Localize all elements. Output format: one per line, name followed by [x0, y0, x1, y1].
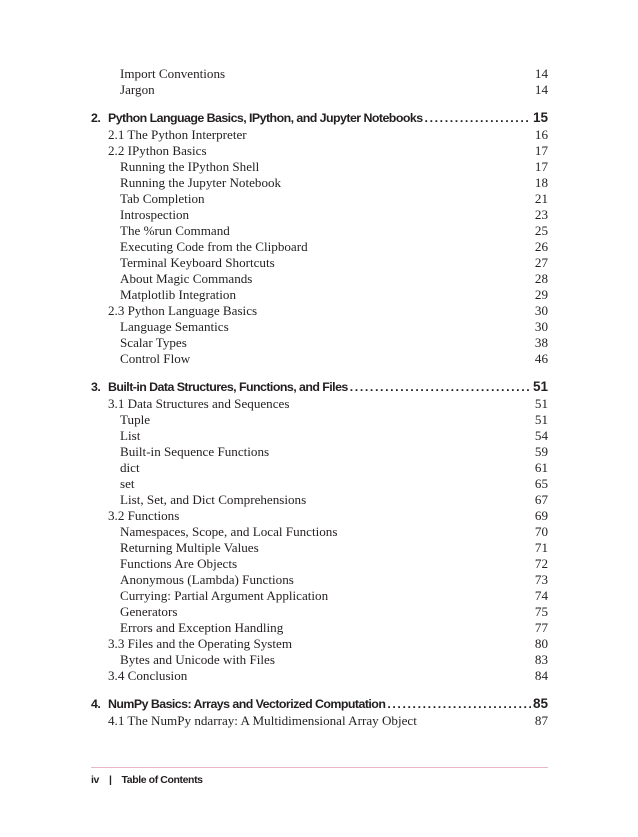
toc-entry[interactable] — [91, 668, 548, 684]
toc-entry-title: 3.4 Conclusion — [108, 668, 188, 683]
toc-entry-title: About Magic Commands — [120, 271, 253, 286]
toc-entry-title: Namespaces, Scope, and Local Functions — [120, 524, 338, 539]
toc-entry-title: The %run Command — [120, 223, 230, 238]
toc-entry-title: Import Conventions — [120, 66, 226, 81]
toc-entry-page: 83 — [534, 652, 548, 667]
toc-entry[interactable] — [91, 476, 548, 492]
toc-entry[interactable] — [91, 460, 548, 476]
toc-entry-title: List — [120, 428, 141, 443]
toc-entry[interactable] — [91, 428, 548, 444]
footer-section-title: Table of Contents — [121, 774, 203, 786]
dot-leader — [350, 378, 531, 396]
toc-entry-title: Matplotlib Integration — [120, 287, 237, 302]
chapter-number: 4. — [91, 697, 101, 711]
toc-chapter-2[interactable] — [91, 109, 548, 127]
toc-entry-page: 73 — [534, 572, 548, 587]
toc-entry-page: 67 — [534, 492, 548, 507]
toc-entry[interactable] — [91, 223, 548, 239]
toc-entry-page: 51 — [534, 396, 548, 411]
toc-chapter-3[interactable] — [91, 378, 548, 396]
chapter-page: 15 — [532, 110, 548, 125]
toc-entry-title: 4.1 The NumPy ndarray: A Multidimensional Array Object — [108, 713, 417, 728]
toc-entry-title: Functions Are Objects — [120, 556, 238, 571]
toc-entry-page: 69 — [534, 508, 548, 523]
footer-separator: | — [108, 774, 112, 786]
toc-entry-title: Returning Multiple Values — [120, 540, 259, 555]
toc-entry-title: List, Set, and Dict Comprehensions — [120, 492, 307, 507]
toc-entry-title: Currying: Partial Argument Application — [120, 588, 329, 603]
footer-page-number: iv — [91, 774, 99, 786]
toc-entry-import-conventions[interactable] — [91, 66, 548, 82]
toc-entry-page: 29 — [534, 287, 548, 302]
toc-entry-page: 74 — [534, 588, 548, 603]
toc-entry-title: Generators — [120, 604, 178, 619]
toc-entry[interactable] — [91, 620, 548, 636]
toc-entry-page: 38 — [534, 335, 548, 350]
toc-entry-title: Language Semantics — [120, 319, 229, 334]
toc-entry[interactable] — [91, 508, 548, 524]
toc-entry[interactable] — [91, 319, 548, 335]
toc-entry[interactable] — [91, 335, 548, 351]
toc-entry-page: 25 — [534, 223, 548, 238]
toc-entry-title: 2.1 The Python Interpreter — [108, 127, 247, 142]
chapter-page: 51 — [532, 379, 548, 394]
toc-entry[interactable] — [91, 652, 548, 668]
page-footer — [91, 773, 203, 787]
toc-entry-title: Bytes and Unicode with Files — [120, 652, 275, 667]
toc-entry[interactable] — [91, 492, 548, 508]
toc-entry-title: Errors and Exception Handling — [120, 620, 284, 635]
table-of-contents — [91, 66, 548, 729]
toc-entry-title: 3.3 Files and the Operating System — [108, 636, 293, 651]
toc-entry-title: 3.1 Data Structures and Sequences — [108, 396, 290, 411]
toc-entry[interactable] — [91, 287, 548, 303]
toc-entry-page: 14 — [534, 66, 548, 81]
toc-entry-page: 80 — [534, 636, 548, 651]
toc-entry-page: 46 — [534, 351, 548, 366]
toc-entry-page: 30 — [534, 303, 548, 318]
toc-entry-title: Jargon — [120, 82, 155, 97]
toc-entry-page: 71 — [534, 540, 548, 555]
toc-entry-title: Control Flow — [120, 351, 191, 366]
toc-entry-title: Executing Code from the Clipboard — [120, 239, 308, 254]
toc-entry-page: 59 — [534, 444, 548, 459]
toc-entry[interactable] — [91, 524, 548, 540]
toc-entry[interactable] — [91, 588, 548, 604]
toc-entry-page: 18 — [534, 175, 548, 190]
toc-entry-title: 3.2 Functions — [108, 508, 180, 523]
toc-entry-title: Tuple — [120, 412, 151, 427]
toc-entry[interactable] — [91, 143, 548, 159]
toc-entry[interactable] — [91, 255, 548, 271]
toc-entry-page: 70 — [534, 524, 548, 539]
toc-entry[interactable] — [91, 127, 548, 143]
footer-rule — [91, 767, 548, 768]
toc-entry-title: Anonymous (Lambda) Functions — [120, 572, 294, 587]
toc-entry-page: 23 — [534, 207, 548, 222]
toc-entry[interactable] — [91, 303, 548, 319]
toc-entry[interactable] — [91, 636, 548, 652]
toc-entry-title: dict — [120, 460, 140, 475]
toc-entry-page: 77 — [534, 620, 548, 635]
toc-entry-page: 16 — [534, 127, 548, 142]
toc-entry-title: Introspection — [120, 207, 190, 222]
toc-entry[interactable] — [91, 191, 548, 207]
toc-entry[interactable] — [91, 540, 548, 556]
toc-entry[interactable] — [91, 351, 548, 367]
toc-chapter-4[interactable] — [91, 695, 548, 713]
toc-entry[interactable] — [91, 556, 548, 572]
toc-entry-page: 27 — [534, 255, 548, 270]
toc-entry-title: 2.2 IPython Basics — [108, 143, 207, 158]
toc-entry-page: 17 — [534, 143, 548, 158]
toc-entry-title: Built-in Sequence Functions — [120, 444, 270, 459]
toc-entry-page: 84 — [534, 668, 548, 683]
toc-entry-page: 54 — [534, 428, 548, 443]
toc-entry-page: 65 — [534, 476, 548, 491]
toc-entry[interactable] — [91, 713, 548, 729]
toc-entry-title: Terminal Keyboard Shortcuts — [120, 255, 275, 270]
toc-entry-title: 2.3 Python Language Basics — [108, 303, 258, 318]
toc-entry-page: 30 — [534, 319, 548, 334]
toc-entry[interactable] — [91, 175, 548, 191]
toc-entry-page: 14 — [534, 82, 548, 97]
toc-entry-page: 72 — [534, 556, 548, 571]
dot-leader — [425, 109, 531, 127]
toc-entry[interactable] — [91, 271, 548, 287]
toc-entry-page: 26 — [534, 239, 548, 254]
toc-entry[interactable] — [91, 396, 548, 412]
toc-entry[interactable] — [91, 207, 548, 223]
toc-entry[interactable] — [91, 572, 548, 588]
toc-entry-title: set — [120, 476, 135, 491]
dot-leader — [387, 695, 531, 713]
chapter-page: 85 — [532, 696, 548, 711]
chapter-number: 2. — [91, 111, 101, 125]
toc-entry-title: Tab Completion — [120, 191, 205, 206]
toc-entry-page: 17 — [534, 159, 548, 174]
chapter-number: 3. — [91, 380, 101, 394]
toc-entry-page: 21 — [534, 191, 548, 206]
toc-entry-page: 87 — [534, 713, 548, 728]
toc-entry-page: 51 — [534, 412, 548, 427]
chapter-title: Python Language Basics, IPython, and Jupyter Notebooks — [108, 111, 423, 125]
toc-entry-title: Running the IPython Shell — [120, 159, 260, 174]
toc-entry-jargon[interactable] — [91, 82, 548, 98]
toc-entry-page: 28 — [534, 271, 548, 286]
toc-entry[interactable] — [91, 412, 548, 428]
toc-entry-page: 75 — [534, 604, 548, 619]
toc-entry-title: Scalar Types — [120, 335, 187, 350]
chapter-title: NumPy Basics: Arrays and Vectorized Computation — [108, 697, 386, 711]
toc-entry-page: 61 — [534, 460, 548, 475]
chapter-title: Built-in Data Structures, Functions, and Files — [108, 380, 348, 394]
toc-entry[interactable] — [91, 239, 548, 255]
toc-entry[interactable] — [91, 444, 548, 460]
toc-entry[interactable] — [91, 604, 548, 620]
toc-entry-title: Running the Jupyter Notebook — [120, 175, 282, 190]
toc-entry[interactable] — [91, 159, 548, 175]
